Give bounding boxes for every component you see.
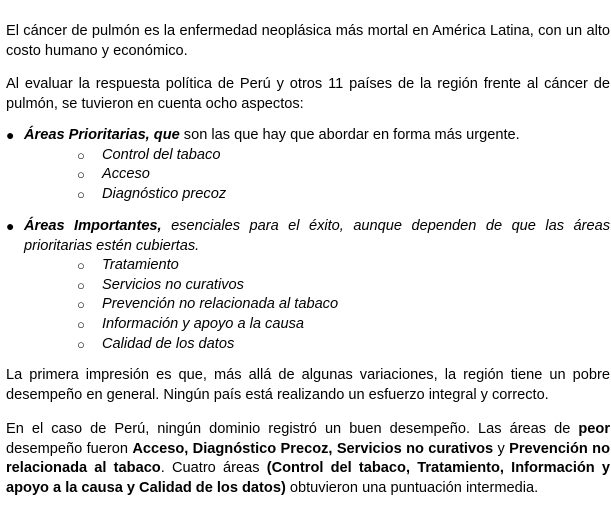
circle-bullet-icon: ○ [77, 258, 85, 274]
priority-areas-description: son las que hay que abordar en forma más urgente. [179, 127, 520, 143]
circle-bullet-icon: ○ [77, 336, 85, 352]
priority-areas-list [6, 146, 610, 205]
list-item: ○ Control del tabaco [6, 146, 610, 166]
important-areas-title: Áreas Importantes, [24, 218, 162, 234]
circle-bullet-icon: ○ [77, 167, 85, 183]
intro-paragraph: El cáncer de pulmón es la enfermedad neoplásica más mortal en América Latina, con un alto costo humano y económico. [6, 23, 610, 59]
list-item: ○ Servicios no curativos [6, 276, 610, 296]
important-areas-block [6, 217, 610, 354]
list-item: ○ Prevención no relacionada al tabaco [6, 295, 610, 315]
circle-bullet-icon: ○ [77, 297, 85, 313]
peru-paragraph: En el caso de Perú, ningún dominio registró un buen desempeño. Las áreas de peor desempeño fueron Acceso, Diagnóstico Precoz, Servicios no curativos y Prevención no relacionada al tabaco. Cuatro áreas (Control del tabaco, Tratamiento, Información y apoyo a la causa y Calidad de los datos) obtuvieron una puntuación intermedia. [6, 421, 611, 496]
circle-bullet-icon: ○ [77, 316, 85, 332]
list-item: ○ Información y apoyo a la causa [6, 315, 610, 335]
circle-bullet-icon: ○ [77, 147, 85, 163]
important-areas-description: esenciales para el éxito, aunque dependen de que las áreas prioritarias estén cubiertas. [24, 218, 610, 254]
important-areas-list [6, 256, 610, 354]
bullet-dot-icon: ● [6, 127, 15, 143]
bullet-dot-icon: ● [6, 218, 15, 234]
priority-areas-title: Áreas Prioritarias, que [24, 127, 180, 143]
list-item: ○ Acceso [6, 165, 610, 185]
circle-bullet-icon: ○ [77, 186, 85, 202]
priority-areas-block [6, 126, 610, 204]
priority-areas-bullet [6, 126, 610, 146]
impression-paragraph: La primera impresión es que, más allá de algunas variaciones, la región tiene un pobre desempeño en general. Ningún país está realizando un esfuerzo integral y correcto. [6, 367, 610, 403]
list-item: ○ Calidad de los datos [6, 335, 610, 355]
list-item: ○ Tratamiento [6, 256, 610, 276]
list-item: ○ Diagnóstico precoz [6, 185, 610, 205]
important-areas-bullet [6, 217, 610, 256]
circle-bullet-icon: ○ [77, 277, 85, 293]
evaluation-paragraph: Al evaluar la respuesta política de Perú y otros 11 países de la región frente al cáncer de pulmón, se tuvieron en cuenta ocho aspectos: [6, 76, 610, 112]
